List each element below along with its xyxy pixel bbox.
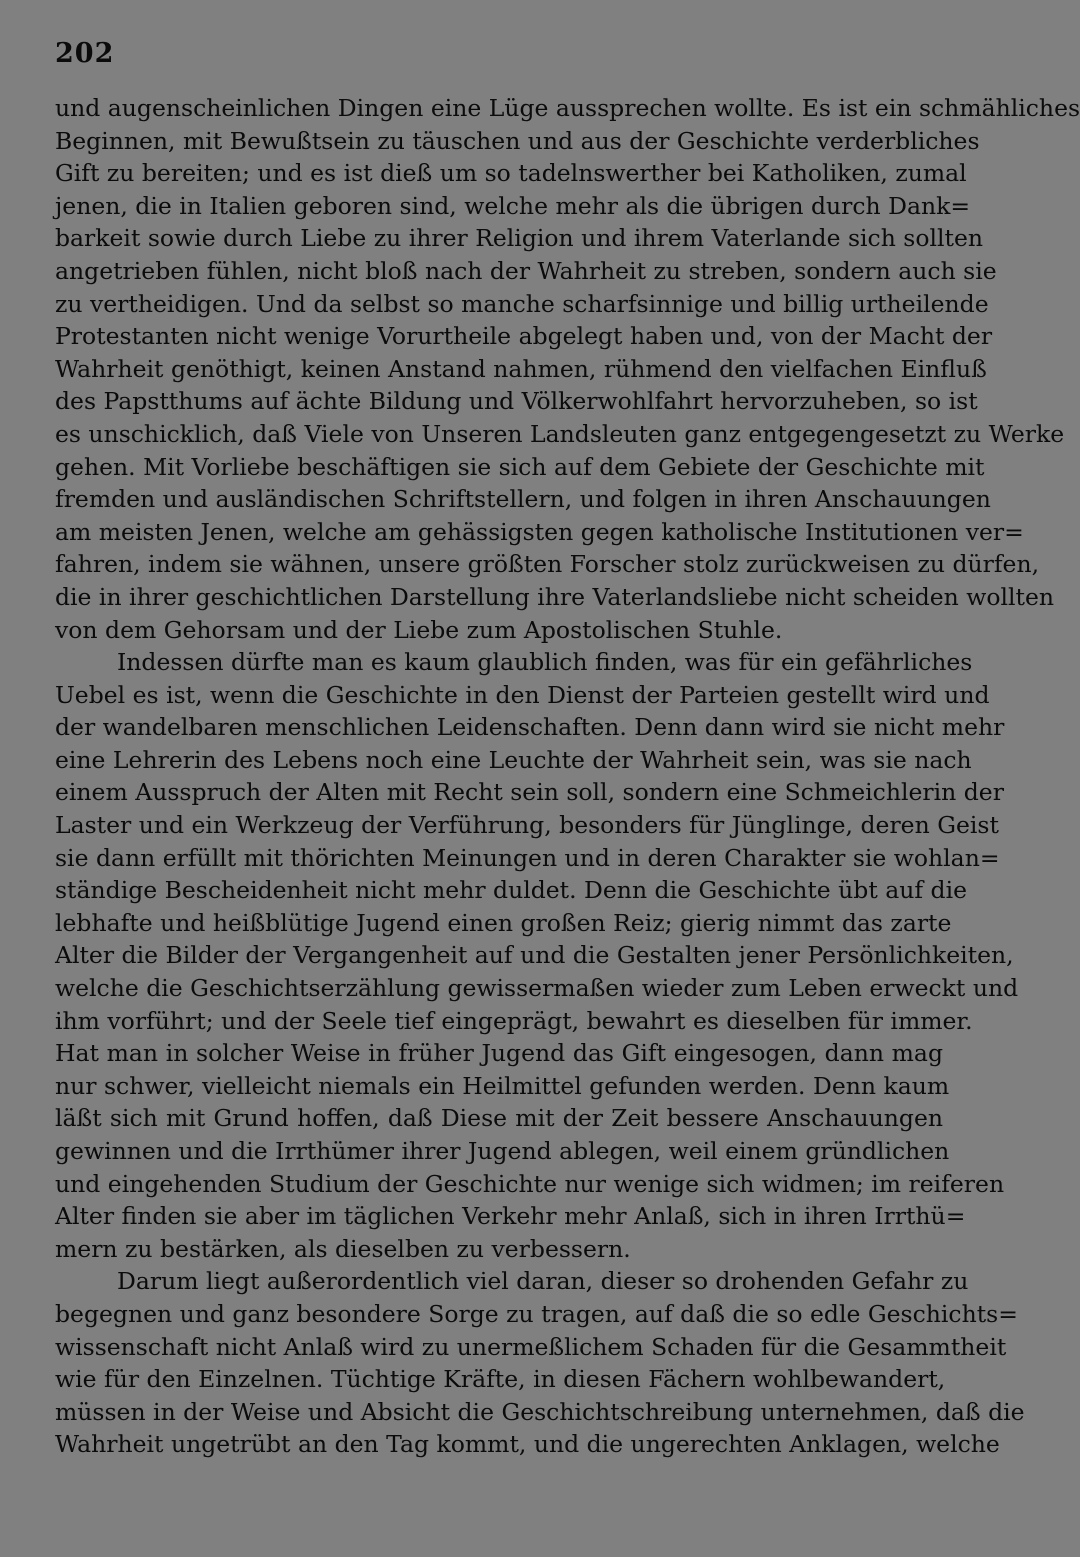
text-line: Darum liegt außerordentlich viel daran, dieser so drohenden Gefahr zu [117,1267,969,1296]
text-line: angetrieben fühlen, nicht bloß nach der Wahrheit zu streben, sondern auch sie [55,256,997,285]
text-line: Protestanten nicht wenige Vorurtheile abgelegt haben und, von der Macht der [55,322,993,351]
text-line: ihm vorführt; und der Seele tief eingeprägt, bewahrt es dieselben für immer. [55,1006,973,1035]
text-line: eine Lehrerin des Lebens noch eine Leuchte der Wahrheit sein, was sie nach [55,745,972,774]
text-line: und augenscheinlichen Dingen eine Lüge aussprechen wollte. Es ist ein schmähliches [55,94,1080,122]
text-line: gehen. Mit Vorliebe beschäftigen sie sich auf dem Gebiete der Geschichte mit [55,452,985,481]
text-line: es unschicklich, daß Viele von Unseren Landsleuten ganz entgegengesetzt zu Werke [55,419,1065,448]
text-line: fremden und ausländischen Schriftstellern, und folgen in ihren Anschauungen [55,485,991,514]
text-line: wie für den Einzelnen. Tüchtige Kräfte, in diesen Fächern wohlbewandert, [55,1365,946,1394]
text-line: Alter die Bilder der Vergangenheit auf und die Gestalten jener Persönlichkeiten, [55,941,1014,970]
text-line: Indessen dürfte man es kaum glaublich finden, was für ein gefährliches [117,648,973,677]
text-line: fahren, indem sie wähnen, unsere größten Forscher stolz zurückweisen zu dürfen, [55,550,1040,579]
text-line: Laster und ein Werkzeug der Verführung, besonders für Jünglinge, deren Geist [55,811,999,840]
text-line: gewinnen und die Irrthümer ihrer Jugend ablegen, weil einem gründlichen [55,1137,950,1165]
text-line: läßt sich mit Grund hoffen, daß Diese mit der Zeit bessere Anschauungen [55,1104,943,1133]
text-line: ständige Bescheidenheit nicht mehr duldet. Denn die Geschichte übt auf die [55,876,968,905]
text-line: barkeit sowie durch Liebe zu ihrer Religion und ihrem Vaterlande sich sollten [55,224,984,253]
text-line: Wahrheit ungetrübt an den Tag kommt, und die ungerechten Anklagen, welche [55,1430,1000,1459]
text-line: und eingehenden Studium der Geschichte nur wenige sich widmen; im reiferen [55,1169,1005,1198]
text-line: Alter finden sie aber im täglichen Verkehr mehr Anlaß, sich in ihren Irrthü= [55,1202,966,1231]
text-line: Hat man in solcher Weise in früher Jugend das Gift eingesogen, dann mag [55,1039,943,1068]
page-number: 202 [55,38,115,69]
text-line: die in ihrer geschichtlichen Darstellung ihre Vaterlandsliebe nicht scheiden wollten [55,582,1055,611]
text-line: nur schwer, vielleicht niemals ein Heilmittel gefunden werden. Denn kaum [55,1071,950,1100]
text-line: Uebel es ist, wenn die Geschichte in den Dienst der Parteien gestellt wird und [55,680,990,709]
text-line: sie dann erfüllt mit thörichten Meinungen und in deren Charakter sie wohlan= [55,843,1000,872]
text-line: am meisten Jenen, welche am gehässigsten gegen katholische Institutionen ver= [55,517,1024,546]
text-line: von dem Gehorsam und der Liebe zum Apostolischen Stuhle. [55,615,783,644]
text-line: lebhafte und heißblütige Jugend einen großen Reiz; gierig nimmt das zarte [55,908,952,937]
text-line: Wahrheit genöthigt, keinen Anstand nahmen, rühmend den vielfachen Einfluß [55,354,987,383]
text-line: der wandelbaren menschlichen Leidenschaften. Denn dann wird sie nicht mehr [55,713,1005,742]
text-line: welche die Geschichtserzählung gewissermaßen wieder zum Leben erweckt und [55,974,1019,1003]
text-line: zu vertheidigen. Und da selbst so manche scharfsinnige und billig urtheilende [55,289,989,318]
text-line: begegnen und ganz besondere Sorge zu tragen, auf daß die so edle Geschichts= [55,1299,1018,1328]
text-line: Beginnen, mit Bewußtsein zu täuschen und aus der Geschichte verderbliches [55,126,980,155]
body-text [55,92,1080,1461]
text-line: wissenschaft nicht Anlaß wird zu unermeßlichem Schaden für die Gesammtheit [55,1332,1007,1361]
text-line: Gift zu bereiten; und es ist dieß um so tadelnswerther bei Katholiken, zumal [55,159,967,188]
text-line: müssen in der Weise und Absicht die Geschichtschreibung unternehmen, daß die [55,1397,1025,1426]
text-line: mern zu bestärken, als dieselben zu verbessern. [55,1234,631,1263]
text-line: des Papstthums auf ächte Bildung und Völkerwohlfahrt hervorzuheben, so ist [55,387,978,416]
text-line: einem Ausspruch der Alten mit Recht sein soll, sondern eine Schmeichlerin der [55,778,1004,807]
text-line: jenen, die in Italien geboren sind, welche mehr als die übrigen durch Dank= [55,191,971,220]
